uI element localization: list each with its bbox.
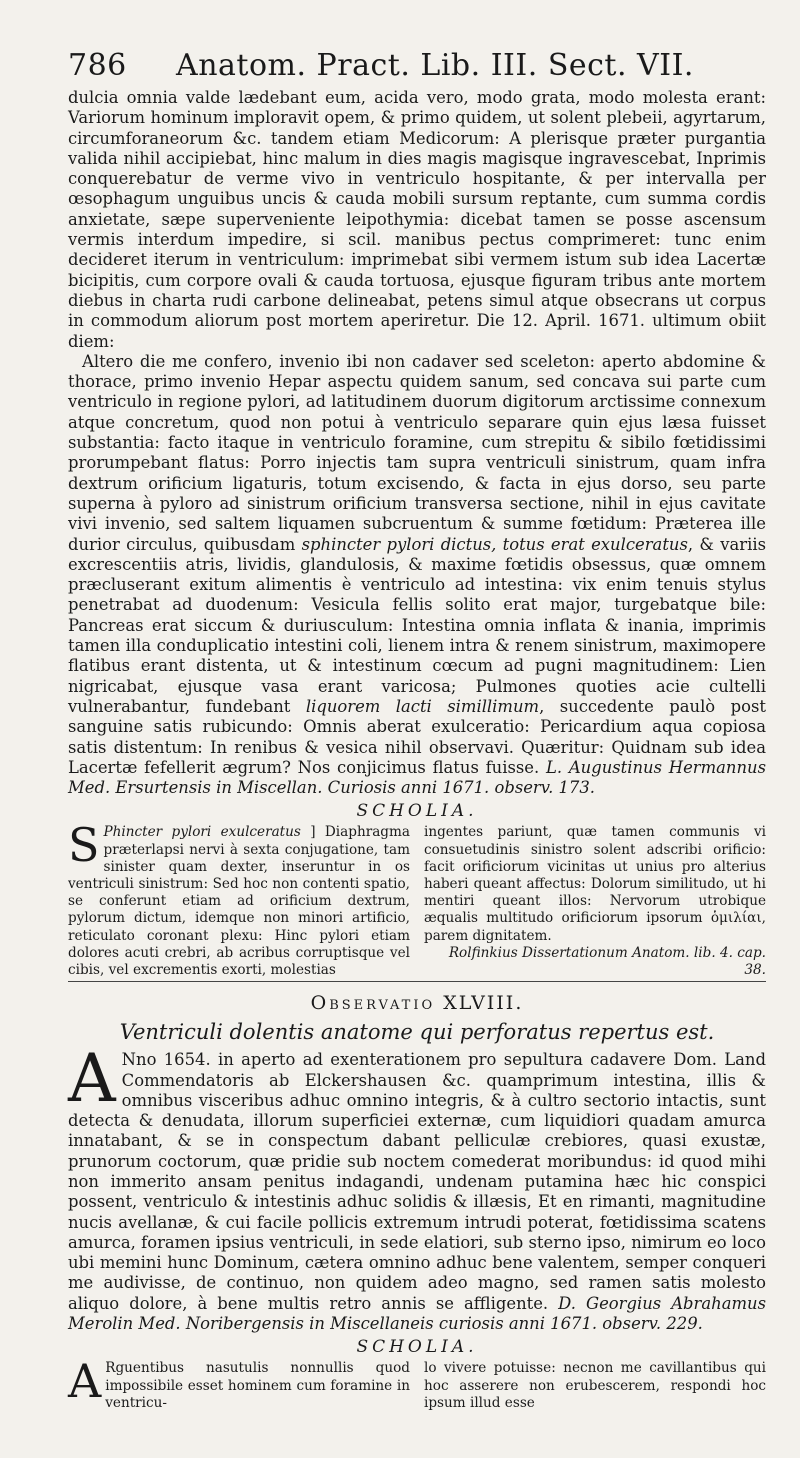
italic-run: Phincter pylori exulceratus bbox=[103, 824, 301, 841]
drop-cap: S bbox=[68, 818, 100, 873]
observation-title: Ventriculi dolentis anatome qui perforatus repertus est. bbox=[119, 1020, 715, 1045]
author-citation: L. Augustinus Hermannus Med. Ersurtensis in Miscellan. Curiosis anni 1671. observ. 173. bbox=[68, 757, 766, 798]
paragraph-dissection bbox=[68, 352, 766, 799]
text-run: , succedente paulò post sanguine satis rubicundo: Omnis aberat exulceratio: Pericardium aqua copiosa satis distentum: In renibus & vesica nihil observavi. Quæritur: Quidnam sub idea Lacertæ fefellerit ægrum? Nos conjicimus flatus fuisse. bbox=[68, 696, 766, 777]
observation-heading bbox=[68, 990, 766, 1016]
italic-run: liquorem lacti simillimum bbox=[305, 696, 540, 716]
scholia-heading: SCHOLIA. bbox=[356, 801, 478, 822]
text-run: Nno 1654. in aperto ad exenterationem pro sepultura cadavere Dom. Land Commendatoris ab Elckershausen &c. quamprimum intestina, illis & omnibus visceribus adhuc omnino integris, & à cultro sectorio intactis, sunt detecta & denudata, illorum superficiei externæ, cum liquidiori quadam amurca innatabant, & se in conspectum dabant pelliculæ crebiores, quasi exustæ, prunorum coctorum, quæ pridie sub noctem comederat moribundus: id quod mihi non immerito ansam penitus indagandi, undenam putamina hæc hic conspici possent, ventriculo & intestinis adhuc solidis & illæsis, Et en rimanti, magnitudine nucis avellanæ, & cui facile pollicis extremum intrudi poterat, fœtidissima scatens amurca, foramen ipsius ventriculi, in sede elatiori, sub sterno ipso, nimirum eo loco ubi memini hunc Dominum, cætera omnino adhuc bene valentem, semper conqueri me audivisse, de continuo, non quidem adeo magno, sed ramen satis molesto aliquo dolore, à bene multis retro annis se affligente. bbox=[68, 1050, 766, 1313]
italic-run: sphincter pylori dictus, totus erat exulceratus bbox=[301, 534, 688, 554]
scholia-column-left bbox=[68, 818, 410, 979]
observation-label: Observatio bbox=[310, 992, 436, 1015]
text-run: , & variis excrescentiis atris, lividis, glandulosis, & maxime fœtidis obsessus, quæ omnem præcluserant exitum alimentis è ventriculo ad intestina: vix enim tenuis stylus penetrabat ad duodenum: Vesicula fellis solito erat major, turgebatque bile: Pancreas erat siccum & duriusculum: Intestina omnia inflata & inania, imprimis tamen illa conduplicatio intestini coli, lienem intra & renem sinistrum, maximopere flatibus erant distenta, ut & intestinum cœcum ad pugni magnitudinem: Lien nigricabat, ejusque vasa erant varicosa; Pulmones quoties acie cultelli vulnerabantur, fundebant bbox=[68, 534, 767, 716]
scholia-heading: SCHOLIA. bbox=[356, 1337, 478, 1358]
scholia-citation: Rolfinkius Dissertationum Anatom. lib. 4. cap. 38. bbox=[448, 944, 766, 979]
observation-number: XLVIII. bbox=[443, 992, 524, 1015]
running-title: Anatom. Pract. Lib. III. Sect. VII. bbox=[176, 48, 694, 83]
scholia-column-right bbox=[424, 824, 766, 979]
text-run: Altero die me confero, invenio ibi non cadaver sed sceleton: aperto abdomine & thorace, primo invenio Hepar aspectu quidem sanum, sed concava sui parte cum ventriculo in regione pylori, ad latitudinem duorum digitorum arctissime connexum atque concretum, quod non potui à ventriculo separare quin ejus læsa fuisset substantia: facto itaque in ventriculo foramine, cum strepitu & sibilo fœtidissimi prorumpebant flatus: Porro injectis tam supra ventriculi sinistrum, quam infra dextrum orificium ligaturis, totum excisendo, & facta in ejus dorso, seu parte superna à pyloro ad sinistrum orificium transversa sectione, nihil in ejus cavitate vivi invenio, sed saltem liquamen subcruentum & summe fœtidum: Præterea ille durior circulus, quibusdam bbox=[68, 351, 766, 554]
paragraph: dulcia omnia valde lædebant eum, acida vero, modo grata, modo molesta erant: Variorum hominum imploravit opem, & primo quidem, ut solent plebeii, agyrtarum, circumforaneorum &c. tandem etiam Medicorum: A plerisque præter purgantia valida nihil accipiebat, hinc malum in dies magis magisque ingravescebat, Inprimis conquerebatur de verme vivo in ventriculo hospitante, & per intervalla per œsophagum unguibus uncis & cauda mobili sursum reptante, cum summa cordis anxietate, sæpe superveniente leipothymia: dicebat tamen se posse ascensum vermis interdum impedire, si scil. manibus pectus comprimeret: tunc enim decideret iterum in ventriculum: imprimebat sibi vermem istum sub idea Lacertæ bicipitis, cum corpore ovali & cauda tortuosa, ejusque figuram tribus ante mortem diebus in charta rudi carbone delineabat, petens simul atque obsecrans ut corpus in commodum aliorum post mortem aperiretur. Die 12. April. 1671. ultimum obiit diem: bbox=[68, 88, 766, 351]
section-divider bbox=[68, 981, 766, 982]
scholia-column-right bbox=[424, 1360, 766, 1412]
observation-body bbox=[68, 1040, 766, 1334]
drop-cap: A bbox=[68, 1040, 116, 1118]
scholia-columns bbox=[68, 1354, 766, 1412]
text-run: lo vivere potuisse: necnon me cavillantibus qui hoc asserere non erubescerem, respondi hoc ipsum illud esse bbox=[424, 1360, 766, 1411]
observation-continued bbox=[68, 88, 766, 798]
text-run: Rguentibus nasutulis nonnullis quod impossibile esset hominem cum foramine in ventricu- bbox=[105, 1360, 410, 1411]
page-number: 786 bbox=[68, 48, 127, 83]
running-header bbox=[68, 48, 766, 88]
drop-cap: A bbox=[68, 1354, 102, 1409]
author-citation: D. Georgius Abrahamus Merolin Med. Noribergensis in Miscellaneis curiosis anni 1671. observ. 229. bbox=[68, 1293, 766, 1334]
text-run: ] Diaphragma præterlapsi nervi à sexta conjugatione, tam sinister quam dexter, inseruntur in os ventriculi sinistrum: Sed hoc non contenti spatio, se conferunt etiam ad orificium dextrum, pylorum dictum, idemque non minori artificio, reticulato coronant plexu: Hinc pylori etiam dolores acuti crebri, ab acribus corruptisque vel cibis, vel excrementis exorti, molestias bbox=[68, 824, 410, 979]
scholia-column-left bbox=[68, 1354, 410, 1412]
scholia-columns bbox=[68, 818, 766, 979]
text-run: ingentes pariunt, quæ tamen communis vi consuetudinis sinistro solent adscribi orificio: facit orificiorum vicinitas ut unius pro alterius haberi queant affectus: Dolorum similitudo, ut hi mentiri queant illos: Nervorum utrobique æqualis multitudo orificiorum ipsorum ὁμιλίαι, parem dignitatem. bbox=[424, 824, 766, 944]
